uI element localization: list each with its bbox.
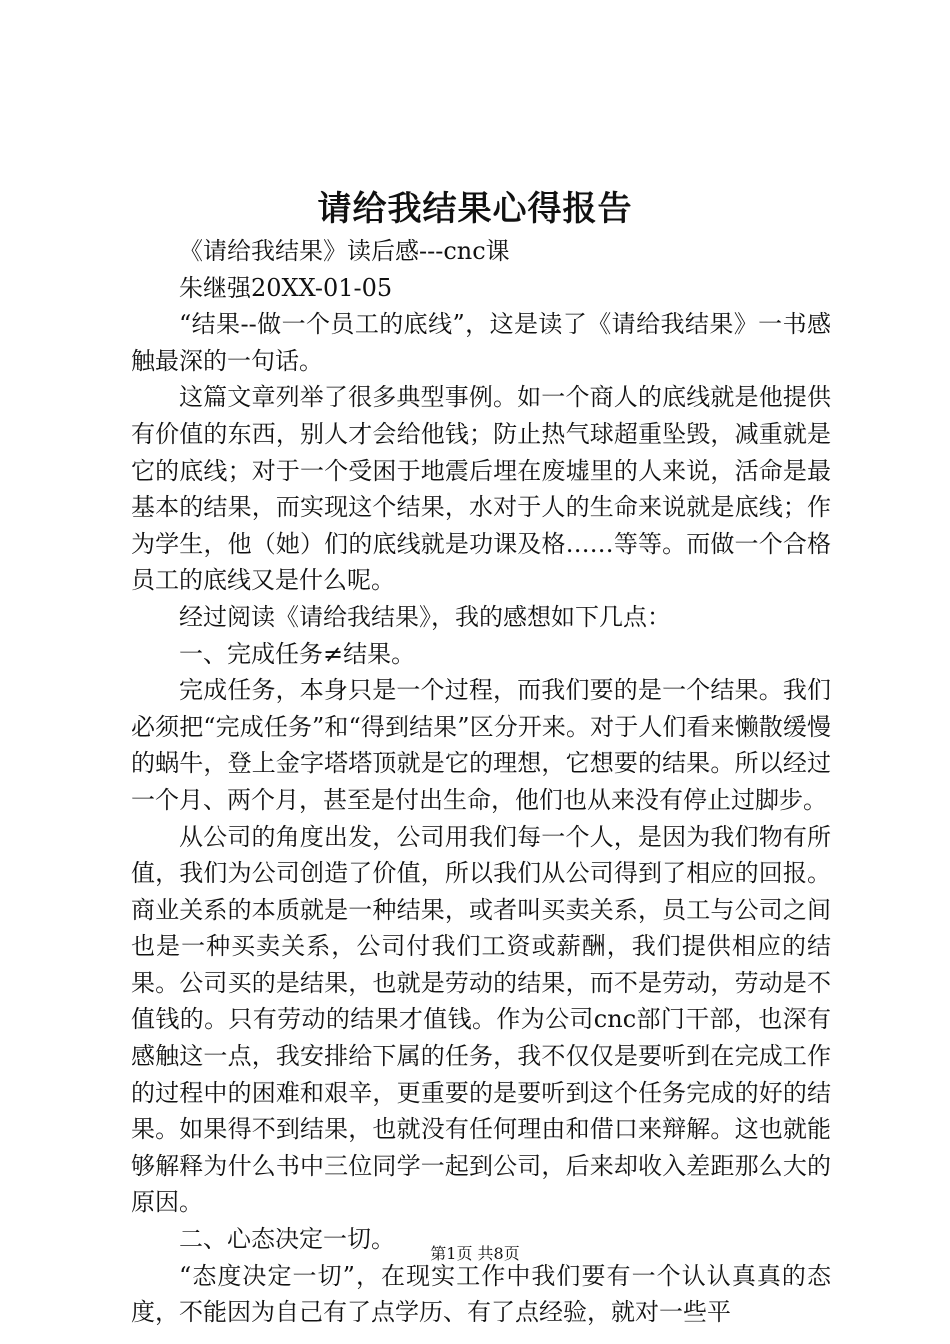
page-number-footer: 第1页 共8页 bbox=[430, 1244, 520, 1263]
paragraph-author-date: 朱继强20XX-01-05 bbox=[179, 273, 393, 302]
section-heading: 一、完成任务≠结果。 bbox=[179, 639, 416, 668]
paragraph: “结果--做一个员工的底线”，这是读了《请给我结果》一书感触最深的一句话。 bbox=[131, 310, 831, 375]
paragraph: 完成任务，本身只是一个过程，而我们要的是一个结果。我们必须把“完成任务”和“得到结果”区分开来。对于人们看来懒散缓慢的蜗牛，登上金字塔塔顶就是它的理想，它想要的结果。所以经过一个月、两个月，甚至是付出生命，他们也从来没有停止过脚步。 bbox=[131, 676, 831, 814]
paragraph: 从公司的角度出发，公司用我们每一个人，是因为我们物有所值，我们为公司创造了价值，所以我们从公司得到了相应的回报。商业关系的本质就是一种结果，或者叫买卖关系，员工与公司之间也是一种买卖关系，公司付我们工资或薪酬，我们提供相应的结果。公司买的是结果，也就是劳动的结果，而不是劳动，劳动是不值钱的。只有劳动的结果才值钱。作为公司cnc部门干部，也深有感触这一点，我安排给下属的任务，我不仅仅是要听到在完成工作的过程中的困难和艰辛，更重要的是要听到这个任务完成的好的结果。如果得不到结果，也就没有任何理由和借口来辩解。这也就能够解释为什么书中三位同学一起到公司，后来却收入差距那么大的原因。 bbox=[131, 822, 831, 1217]
document-body bbox=[131, 233, 831, 1331]
paragraph: “态度决定一切”，在现实工作中我们要有一个认认真真的态度，不能因为自己有了点学历、有了点经验，就对一些平 bbox=[131, 1261, 831, 1327]
document-title: 请给我结果心得报告 bbox=[317, 189, 633, 229]
paragraph-subtitle: 《请给我结果》读后感---cnc课 bbox=[179, 237, 510, 265]
paragraph: 这篇文章列举了很多典型事例。如一个商人的底线就是他提供有价值的东西，别人才会给他钱；防止热气球超重坠毁，减重就是它的底线；对于一个受困于地震后埋在废墟里的人来说，活命是最基本的结果，而实现这个结果，水对于人的生命来说就是底线；作为学生，他（她）们的底线就是功课及格……等等。而做一个合格员工的底线又是什么呢。 bbox=[131, 383, 831, 595]
paragraph: 经过阅读《请给我结果》，我的感想如下几点： bbox=[179, 602, 671, 631]
section-heading: 二、心态决定一切。 bbox=[179, 1225, 395, 1254]
